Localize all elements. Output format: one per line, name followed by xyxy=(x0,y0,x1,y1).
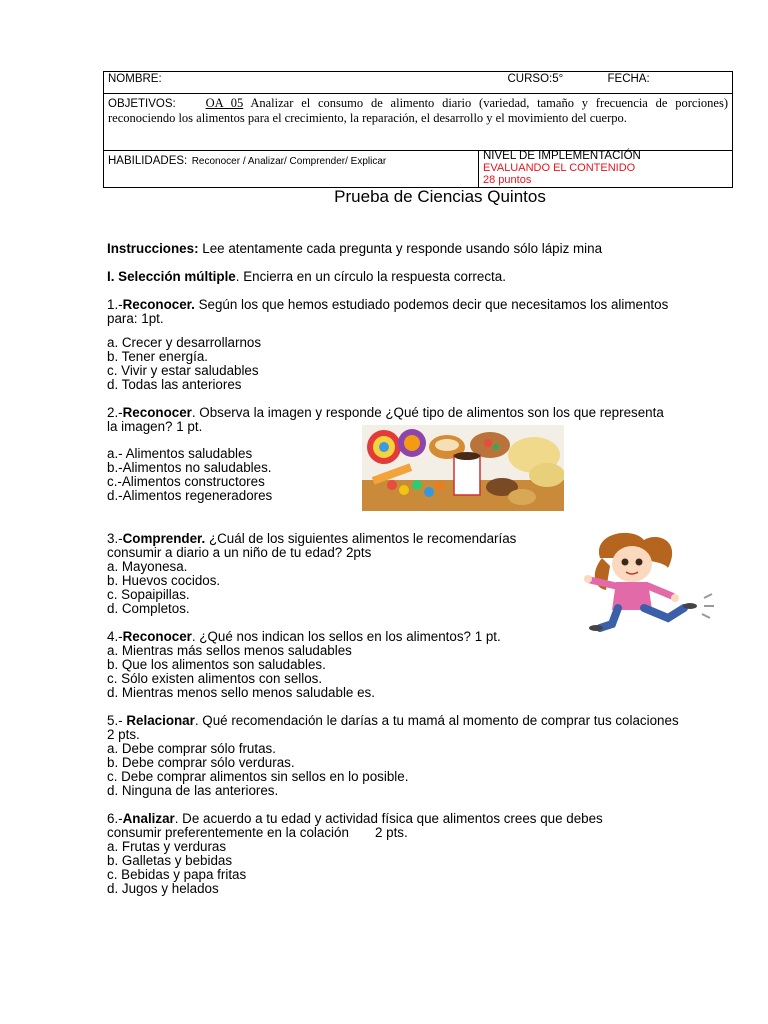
option[interactable]: c. Sopaipillas. xyxy=(107,587,190,602)
instructions-text: Lee atentamente cada pregunta y responde usando sólo lápiz mina xyxy=(198,241,603,256)
option[interactable]: c. Sólo existen alimentos con sellos. xyxy=(107,671,323,686)
option[interactable]: a.- Alimentos saludables xyxy=(107,446,253,461)
junk-food-image xyxy=(362,425,564,511)
option[interactable]: b. Debe comprar sólo verduras. xyxy=(107,755,295,770)
question-6: 6.-Analizar. De acuerdo a tu edad y actividad física que alimentos crees que debes consumir preferentemente en la colación 2 pts. xyxy=(107,811,603,841)
option[interactable]: d. Ninguna de las anteriores. xyxy=(107,783,279,798)
option[interactable]: b. Tener energía. xyxy=(107,349,208,364)
option[interactable]: b. Galletas y bebidas xyxy=(107,853,233,868)
option[interactable]: b.-Alimentos no saludables. xyxy=(107,460,272,475)
question-1: 1.-Reconocer. Según los que hemos estudiado podemos decir que necesitamos los alimentos para: 1pt. xyxy=(107,297,669,327)
girl-illustration xyxy=(572,528,722,632)
option[interactable]: a. Debe comprar sólo frutas. xyxy=(107,741,276,756)
objetivos-text: Analizar el consumo de alimento diario (variedad, tamaño y frecuencia de porciones) reconociendo los alimentos para el crecimiento, la reparación, el desarrollo y el movimiento del cuerpo. xyxy=(108,96,729,125)
instructions-label: Instrucciones: xyxy=(107,241,199,256)
option[interactable]: c.-Alimentos constructores xyxy=(107,474,265,489)
header-table xyxy=(103,71,733,188)
option[interactable]: b. Huevos cocidos. xyxy=(107,573,221,588)
question-6-options xyxy=(107,840,246,896)
nivel-value: EVALUANDO EL CONTENIDO xyxy=(483,162,636,174)
option[interactable]: d. Completos. xyxy=(107,601,190,616)
objetivos-label: OBJETIVOS: xyxy=(108,98,176,110)
question-3-options xyxy=(107,560,220,616)
question-2: 2.-Reconocer. Observa la imagen y responde ¿Qué tipo de alimentos son los que representa la imagen? 1 pt. xyxy=(107,405,664,435)
option[interactable]: c. Vivir y estar saludables xyxy=(107,363,259,378)
option[interactable]: d.-Alimentos regeneradores xyxy=(107,488,273,503)
option[interactable]: d. Todas las anteriores xyxy=(107,377,242,392)
puntos: 28 puntos xyxy=(483,174,532,186)
oa-code: OA 05 xyxy=(205,96,244,110)
option[interactable]: a. Frutas y verduras xyxy=(107,839,227,854)
habilidades-cell xyxy=(104,151,479,188)
option[interactable]: a. Mientras más sellos menos saludables xyxy=(107,643,352,658)
fecha-label: FECHA: xyxy=(607,73,650,85)
curso-label: CURSO:5° xyxy=(507,73,564,85)
page-title: Prueba de Ciencias Quintos xyxy=(334,187,546,206)
option[interactable]: c. Debe comprar alimentos sin sellos en lo posible. xyxy=(107,769,409,784)
section-label: I. Selección múltiple xyxy=(107,269,236,284)
question-2-options xyxy=(107,447,272,503)
nivel-label: NIVEL DE IMPLEMENTACIÓN xyxy=(483,150,641,162)
option[interactable]: b. Que los alimentos son saludables. xyxy=(107,657,326,672)
question-1-options xyxy=(107,336,261,392)
objetivos-cell xyxy=(104,94,733,151)
habilidades-text: Reconocer / Analizar/ Comprender/ Explicar xyxy=(191,156,387,167)
option[interactable]: d. Mientras menos sello menos saludable es. xyxy=(107,685,375,700)
option[interactable]: a. Mayonesa. xyxy=(107,559,188,574)
option[interactable]: d. Jugos y helados xyxy=(107,881,219,896)
section-heading xyxy=(107,270,506,284)
question-4: 4.-Reconocer. ¿Qué nos indican los sellos en los alimentos? 1 pt. xyxy=(107,629,501,644)
header-row-nombre xyxy=(104,72,733,94)
nombre-label: NOMBRE: xyxy=(108,73,162,85)
question-4-options xyxy=(107,644,375,700)
habilidades-label: HABILIDADES: xyxy=(108,155,188,167)
question-3: 3.-Comprender. ¿Cuál de los siguientes alimentos le recomendarías consumir a diario a un niño de tu edad? 2pts xyxy=(107,531,517,561)
instructions xyxy=(107,242,602,256)
option[interactable]: c. Bebidas y papa fritas xyxy=(107,867,247,882)
section-text: . Encierra en un círculo la respuesta correcta. xyxy=(235,269,506,284)
question-5-options xyxy=(107,742,408,798)
question-5: 5.- Relacionar. Qué recomendación le darías a tu mamá al momento de comprar tus colaciones 2 pts. xyxy=(107,713,679,743)
nivel-cell xyxy=(479,151,733,188)
option[interactable]: a. Crecer y desarrollarnos xyxy=(107,335,262,350)
